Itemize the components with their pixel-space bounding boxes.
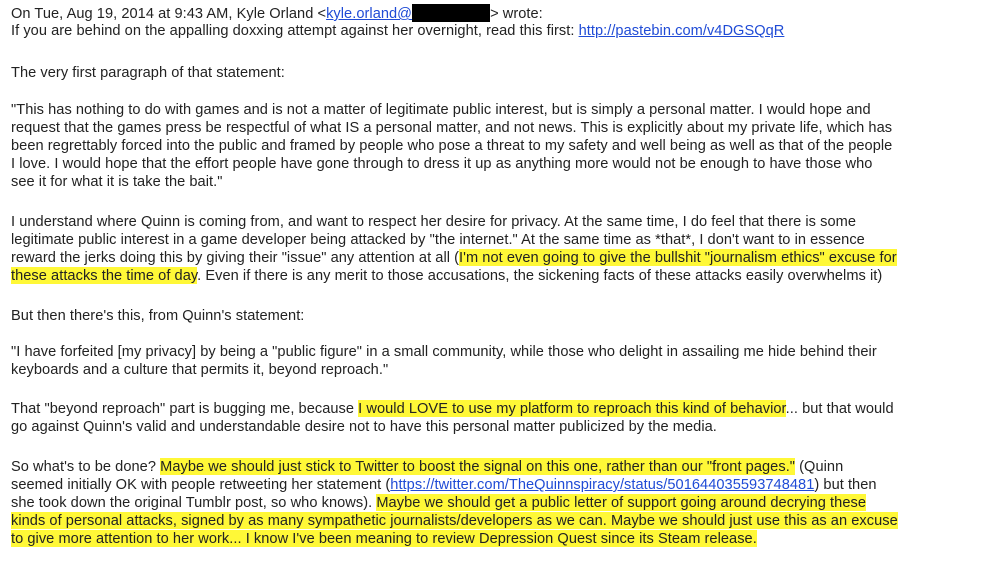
highlighted-text: to give more attention to her work... I know I've been meaning to review Depression Quest since its Steam release.: [11, 531, 757, 547]
para5-line: [11, 530, 757, 548]
email-link[interactable]: kyle.orland@: [326, 6, 413, 22]
quote1-line: I love. I would hope that the effort people have gone through to dress it up as anything more would not be enough to have those who: [11, 156, 873, 172]
header-prefix: On Tue, Aug 19, 2014 at 9:43 AM, Kyle Orland <: [11, 6, 327, 22]
quote1-line: been regrettably forced into the public and framed by people who pose a threat to my safety and well being as well as that of the people: [11, 138, 893, 154]
para2-line: [11, 267, 882, 285]
para4-text: ... but that would: [785, 401, 894, 417]
highlighted-text: Maybe we should just stick to Twitter to boost the signal on this one, rather than our "front pages.": [160, 459, 796, 475]
highlighted-text: these attacks the time of day: [11, 268, 198, 284]
para5-text: seemed initially OK with people retweeting her statement (: [11, 477, 391, 493]
highlighted-text: I'm not even going to give the bullshit "journalism ethics" excuse for: [459, 250, 897, 266]
header-suffix: > wrote:: [490, 6, 543, 22]
para2-text: . Even if there is any merit to those accusations, the sickening facts of these attacks easily overwhelms it): [197, 268, 883, 284]
quote1-line: see it for what it is take the bait.": [11, 174, 223, 190]
para5-text: ) but then: [814, 477, 877, 493]
quote1-line: "This has nothing to do with games and is not a matter of legitimate public interest, but is simply a personal matter. I would hope and: [11, 102, 871, 118]
para5-line: [11, 458, 843, 476]
email-header-line: [11, 4, 543, 23]
para5-line: [11, 512, 898, 530]
redaction-bar: [412, 4, 490, 22]
para5-text: she took down the original Tumblr post, so who knows).: [11, 495, 377, 511]
para4-line: [11, 400, 894, 418]
para5-text: (Quinn: [795, 459, 844, 475]
highlighted-text: I would LOVE to use my platform to reproach this kind of behavior: [358, 401, 786, 417]
twitter-status-link[interactable]: https://twitter.com/TheQuinnspiracy/status/501644035593748481: [390, 477, 815, 493]
intro-text: If you are behind on the appalling doxxing attempt against her overnight, read this first:: [11, 23, 579, 39]
highlighted-text: Maybe we should get a public letter of support going around decrying these: [376, 495, 866, 511]
paragraph-3: But then there's this, from Quinn's statement:: [11, 308, 305, 324]
para4-line: go against Quinn's valid and understandable desire not to have this personal matter publicized by the media.: [11, 419, 717, 435]
para2-line: [11, 249, 897, 267]
highlighted-text: kinds of personal attacks, signed by as many sympathetic journalists/developers as we can. Maybe we should just use this as an excuse: [11, 513, 898, 529]
para5-text: So what's to be done?: [11, 459, 161, 475]
para5-line: [11, 494, 866, 512]
para4-text: That "beyond reproach" part is bugging me, because: [11, 401, 359, 417]
quote1-line: request that the games press be respectful of what IS a personal matter, and not news. This is explicitly about my private life, which has: [11, 120, 893, 136]
quote2-line: "I have forfeited [my privacy] by being a "public figure" in a small community, while those who delight in assailing me hide behind their: [11, 344, 877, 360]
header-intro-line: [11, 22, 784, 40]
quote2-line: keyboards and a culture that permits it, beyond reproach.": [11, 362, 389, 378]
pastebin-link[interactable]: http://pastebin.com/v4DGSQqR: [578, 23, 785, 39]
para2-text: reward the jerks doing this by giving their "issue" any attention at all (: [11, 250, 460, 266]
para2-line: I understand where Quinn is coming from, and want to respect her desire for privacy. At the same time, I do feel that there is some: [11, 214, 857, 230]
para5-line: [11, 476, 877, 494]
para2-line: legitimate public interest in a game developer being attacked by "the internet." At the same time as *that*, I don't want to in essence: [11, 232, 865, 248]
paragraph-1: The very first paragraph of that statement:: [11, 65, 285, 81]
